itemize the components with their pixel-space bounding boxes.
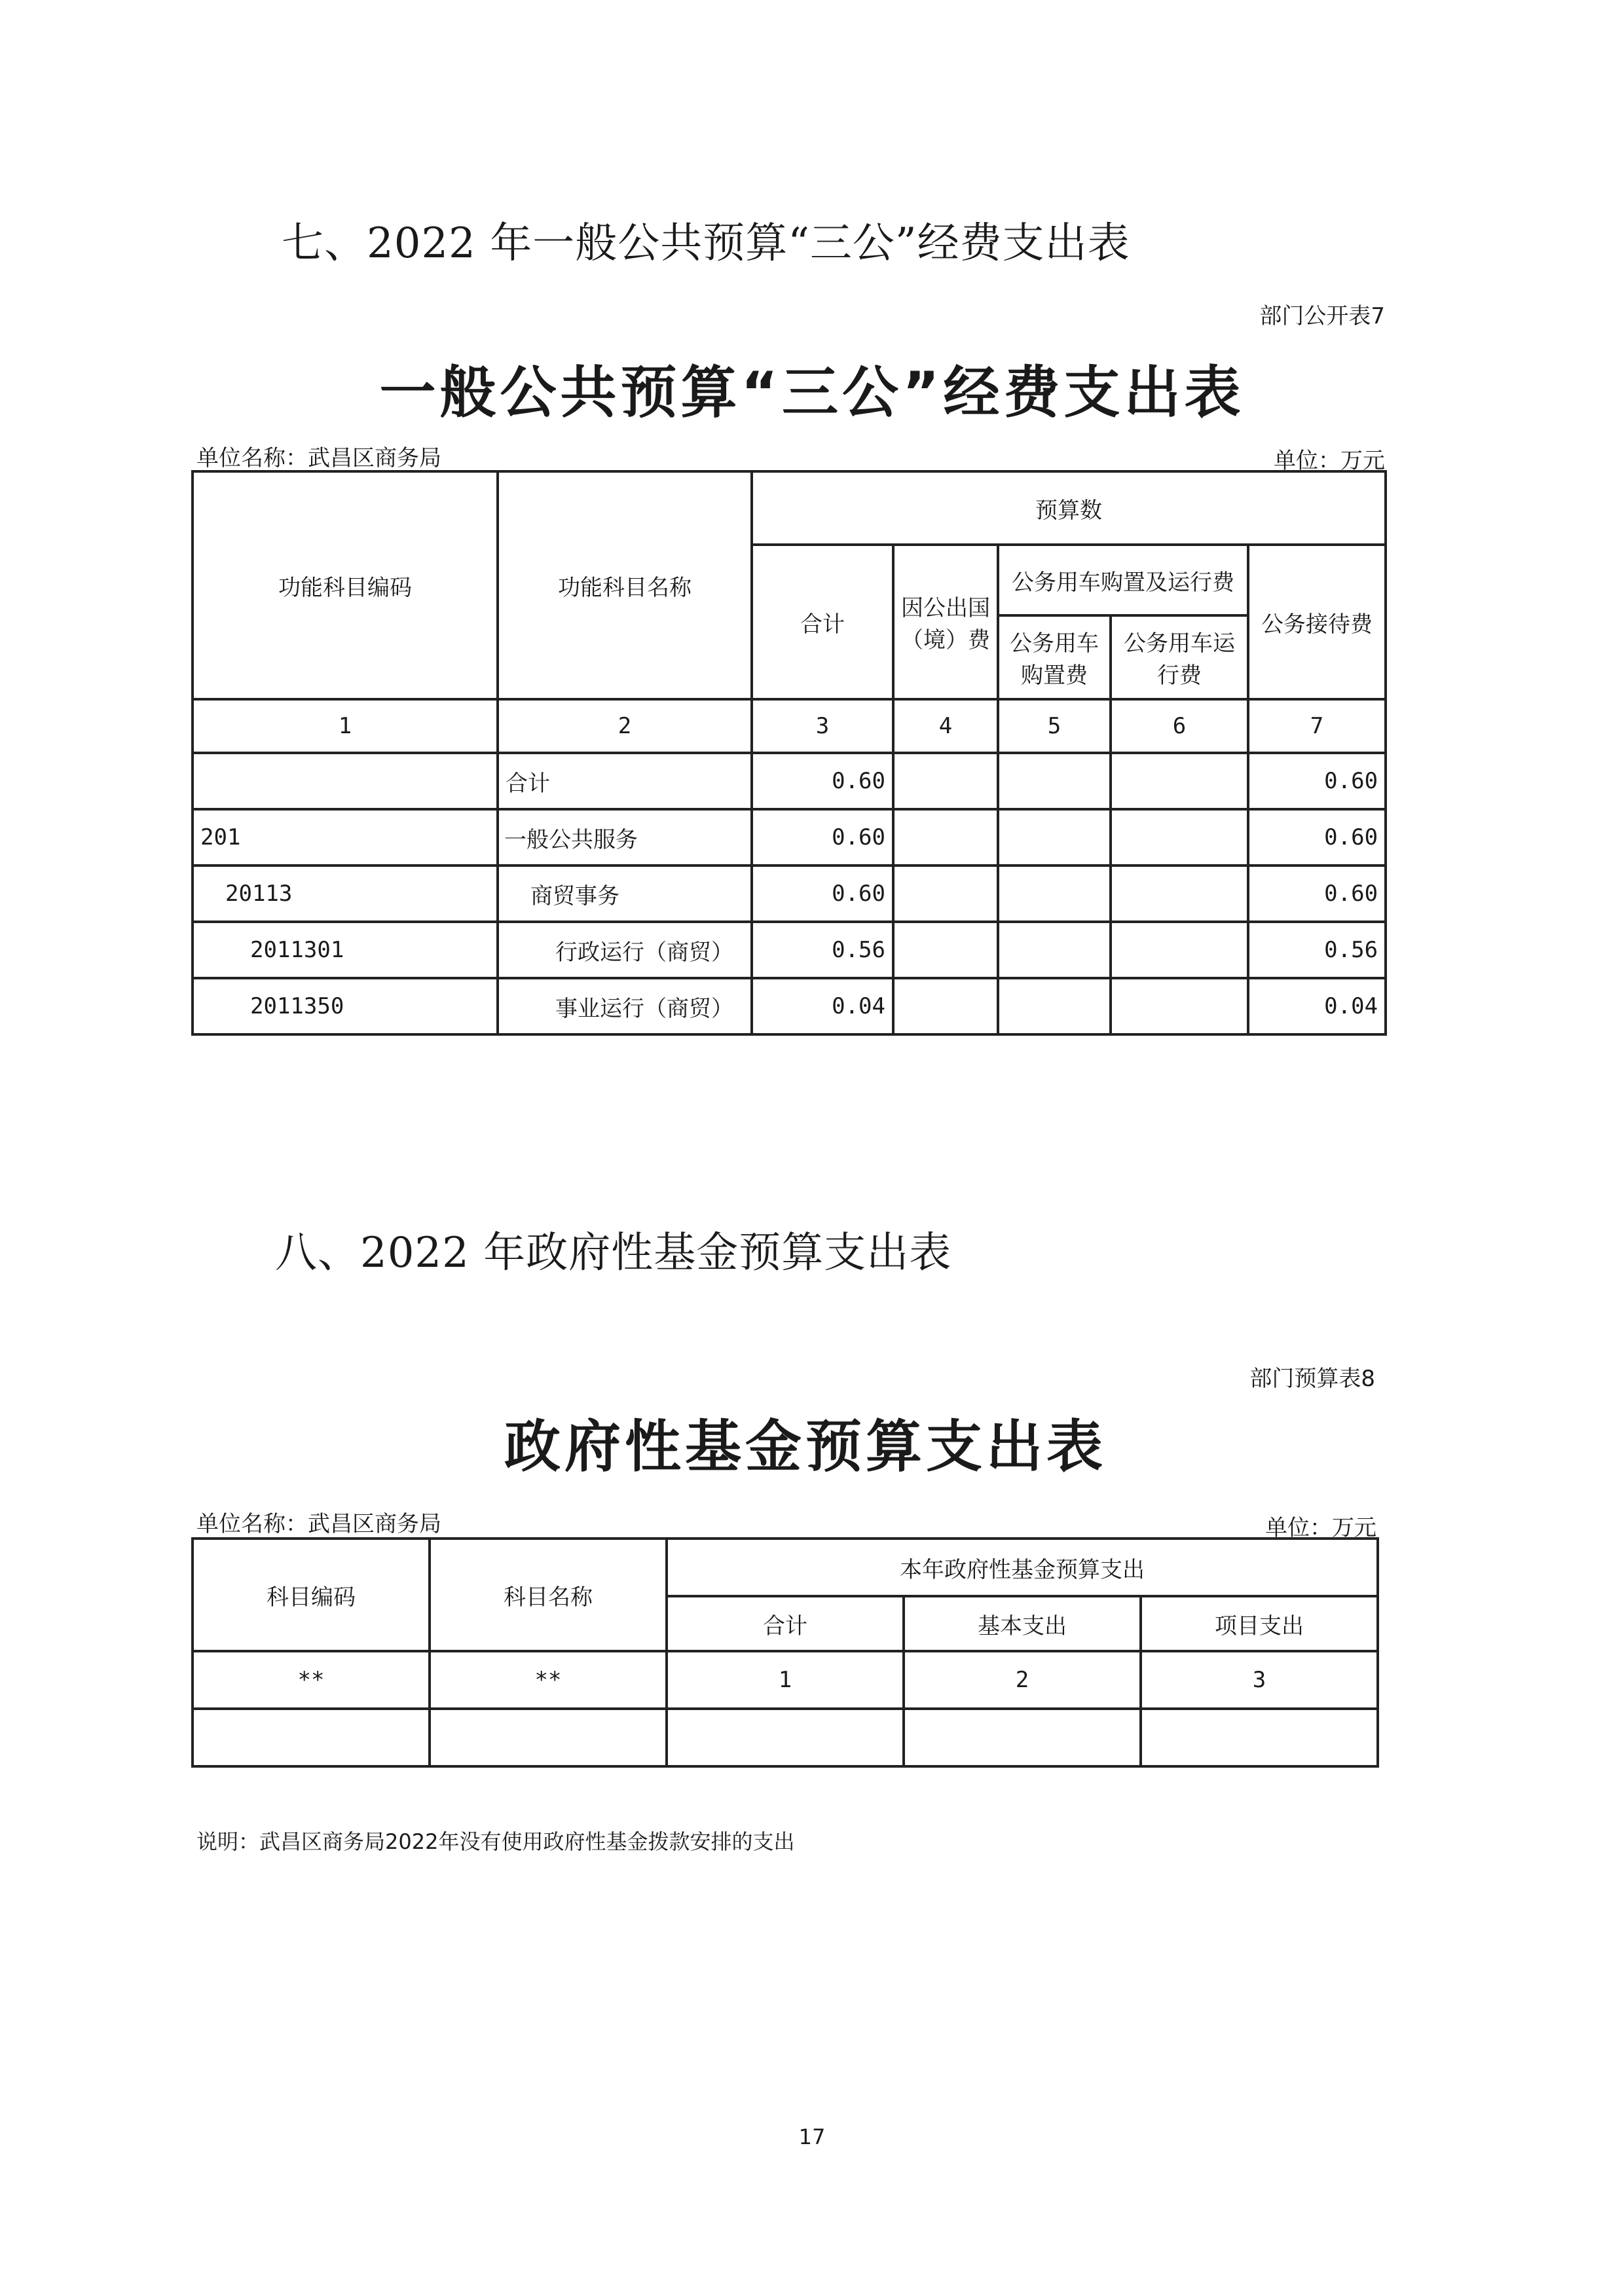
section8-unit-name: 单位名称：武昌区商务局 (196, 1511, 441, 1537)
row-name: 行政运行（商贸） (498, 922, 752, 978)
col-number: 6 (1111, 699, 1248, 753)
index-cell: 3 (1141, 1651, 1378, 1709)
section7-title: 一般公共预算“三公”经费支出表 (379, 360, 1245, 426)
row-code (193, 753, 498, 809)
row-reception: 0.04 (1248, 978, 1386, 1034)
col-number: 5 (998, 699, 1111, 753)
col-number: 4 (893, 699, 998, 753)
section8-note: 说明：武昌区商务局2022年没有使用政府性基金拨款安排的支出 (196, 1829, 795, 1854)
row-vehicle-operation (1111, 922, 1248, 978)
col-number: 7 (1248, 699, 1386, 753)
row-vehicle-operation (1111, 866, 1248, 922)
row-total: 0.60 (752, 753, 893, 809)
section7-heading: 七、2022 年一般公共预算“三公”经费支出表 (282, 219, 1130, 268)
row-vehicle-operation (1111, 809, 1248, 866)
table-row (193, 1709, 1378, 1766)
empty-cell (904, 1709, 1141, 1766)
row-name: 合计 (498, 753, 752, 809)
page-number: 17 (798, 2124, 826, 2149)
index-cell: ** (430, 1651, 667, 1709)
header-total: 合计 (752, 545, 893, 699)
table-row (193, 809, 1386, 866)
row-code: 20113 (193, 866, 498, 922)
row-name: 商贸事务 (498, 866, 752, 922)
header-abroad: 因公出国（境）费 (893, 545, 998, 699)
header-subject-code: 科目编码 (193, 1539, 430, 1651)
row-vehicle-purchase (998, 753, 1111, 809)
government-fund-table (191, 1537, 1379, 1768)
row-abroad (893, 809, 998, 866)
row-abroad (893, 753, 998, 809)
index-cell: 2 (904, 1651, 1141, 1709)
header-vehicle: 公务用车购置及运行费 (998, 545, 1248, 615)
row-name: 一般公共服务 (498, 809, 752, 866)
header-fund-expenditure: 本年政府性基金预算支出 (667, 1539, 1378, 1596)
header-project: 项目支出 (1141, 1596, 1378, 1651)
row-abroad (893, 866, 998, 922)
row-vehicle-purchase (998, 978, 1111, 1034)
row-total: 0.60 (752, 809, 893, 866)
row-abroad (893, 922, 998, 978)
row-vehicle-purchase (998, 809, 1111, 866)
row-reception: 0.60 (1248, 809, 1386, 866)
row-total: 0.04 (752, 978, 893, 1034)
three-public-expense-table (191, 470, 1387, 1036)
section8-unit: 单位：万元 (1265, 1515, 1376, 1541)
row-vehicle-purchase (998, 922, 1111, 978)
col-number: 2 (498, 699, 752, 753)
header-function-name: 功能科目名称 (498, 471, 752, 699)
header-vehicle-purchase: 公务用车购置费 (998, 615, 1111, 699)
table-row (193, 753, 1386, 809)
row-total: 0.56 (752, 922, 893, 978)
row-reception: 0.60 (1248, 753, 1386, 809)
section8-table-number: 部门预算表8 (1249, 1366, 1375, 1392)
row-total: 0.60 (752, 866, 893, 922)
section8-title: 政府性基金预算支出表 (504, 1414, 1107, 1480)
row-vehicle-operation (1111, 978, 1248, 1034)
row-code: 201 (193, 809, 498, 866)
row-abroad (893, 978, 998, 1034)
empty-cell (667, 1709, 904, 1766)
section7-unit-name: 单位名称：武昌区商务局 (196, 445, 441, 471)
header-function-code: 功能科目编码 (193, 471, 498, 699)
header-budget: 预算数 (752, 471, 1386, 545)
section8-heading: 八、2022 年政府性基金预算支出表 (275, 1229, 952, 1277)
empty-cell (193, 1709, 430, 1766)
section7-unit: 单位：万元 (1274, 448, 1385, 474)
empty-cell (430, 1709, 667, 1766)
empty-cell (1141, 1709, 1378, 1766)
table-row (193, 866, 1386, 922)
table-row (193, 922, 1386, 978)
row-vehicle-purchase (998, 866, 1111, 922)
header-vehicle-operation: 公务用车运行费 (1111, 615, 1248, 699)
row-reception: 0.56 (1248, 922, 1386, 978)
col-number: 3 (752, 699, 893, 753)
row-name: 事业运行（商贸） (498, 978, 752, 1034)
header-total: 合计 (667, 1596, 904, 1651)
row-vehicle-operation (1111, 753, 1248, 809)
row-reception: 0.60 (1248, 866, 1386, 922)
index-cell: ** (193, 1651, 430, 1709)
header-subject-name: 科目名称 (430, 1539, 667, 1651)
header-reception: 公务接待费 (1248, 545, 1386, 699)
section7-table-number: 部门公开表7 (1259, 303, 1385, 329)
index-cell: 1 (667, 1651, 904, 1709)
header-basic: 基本支出 (904, 1596, 1141, 1651)
table-row (193, 978, 1386, 1034)
row-code: 2011350 (193, 978, 498, 1034)
row-code: 2011301 (193, 922, 498, 978)
col-number: 1 (193, 699, 498, 753)
